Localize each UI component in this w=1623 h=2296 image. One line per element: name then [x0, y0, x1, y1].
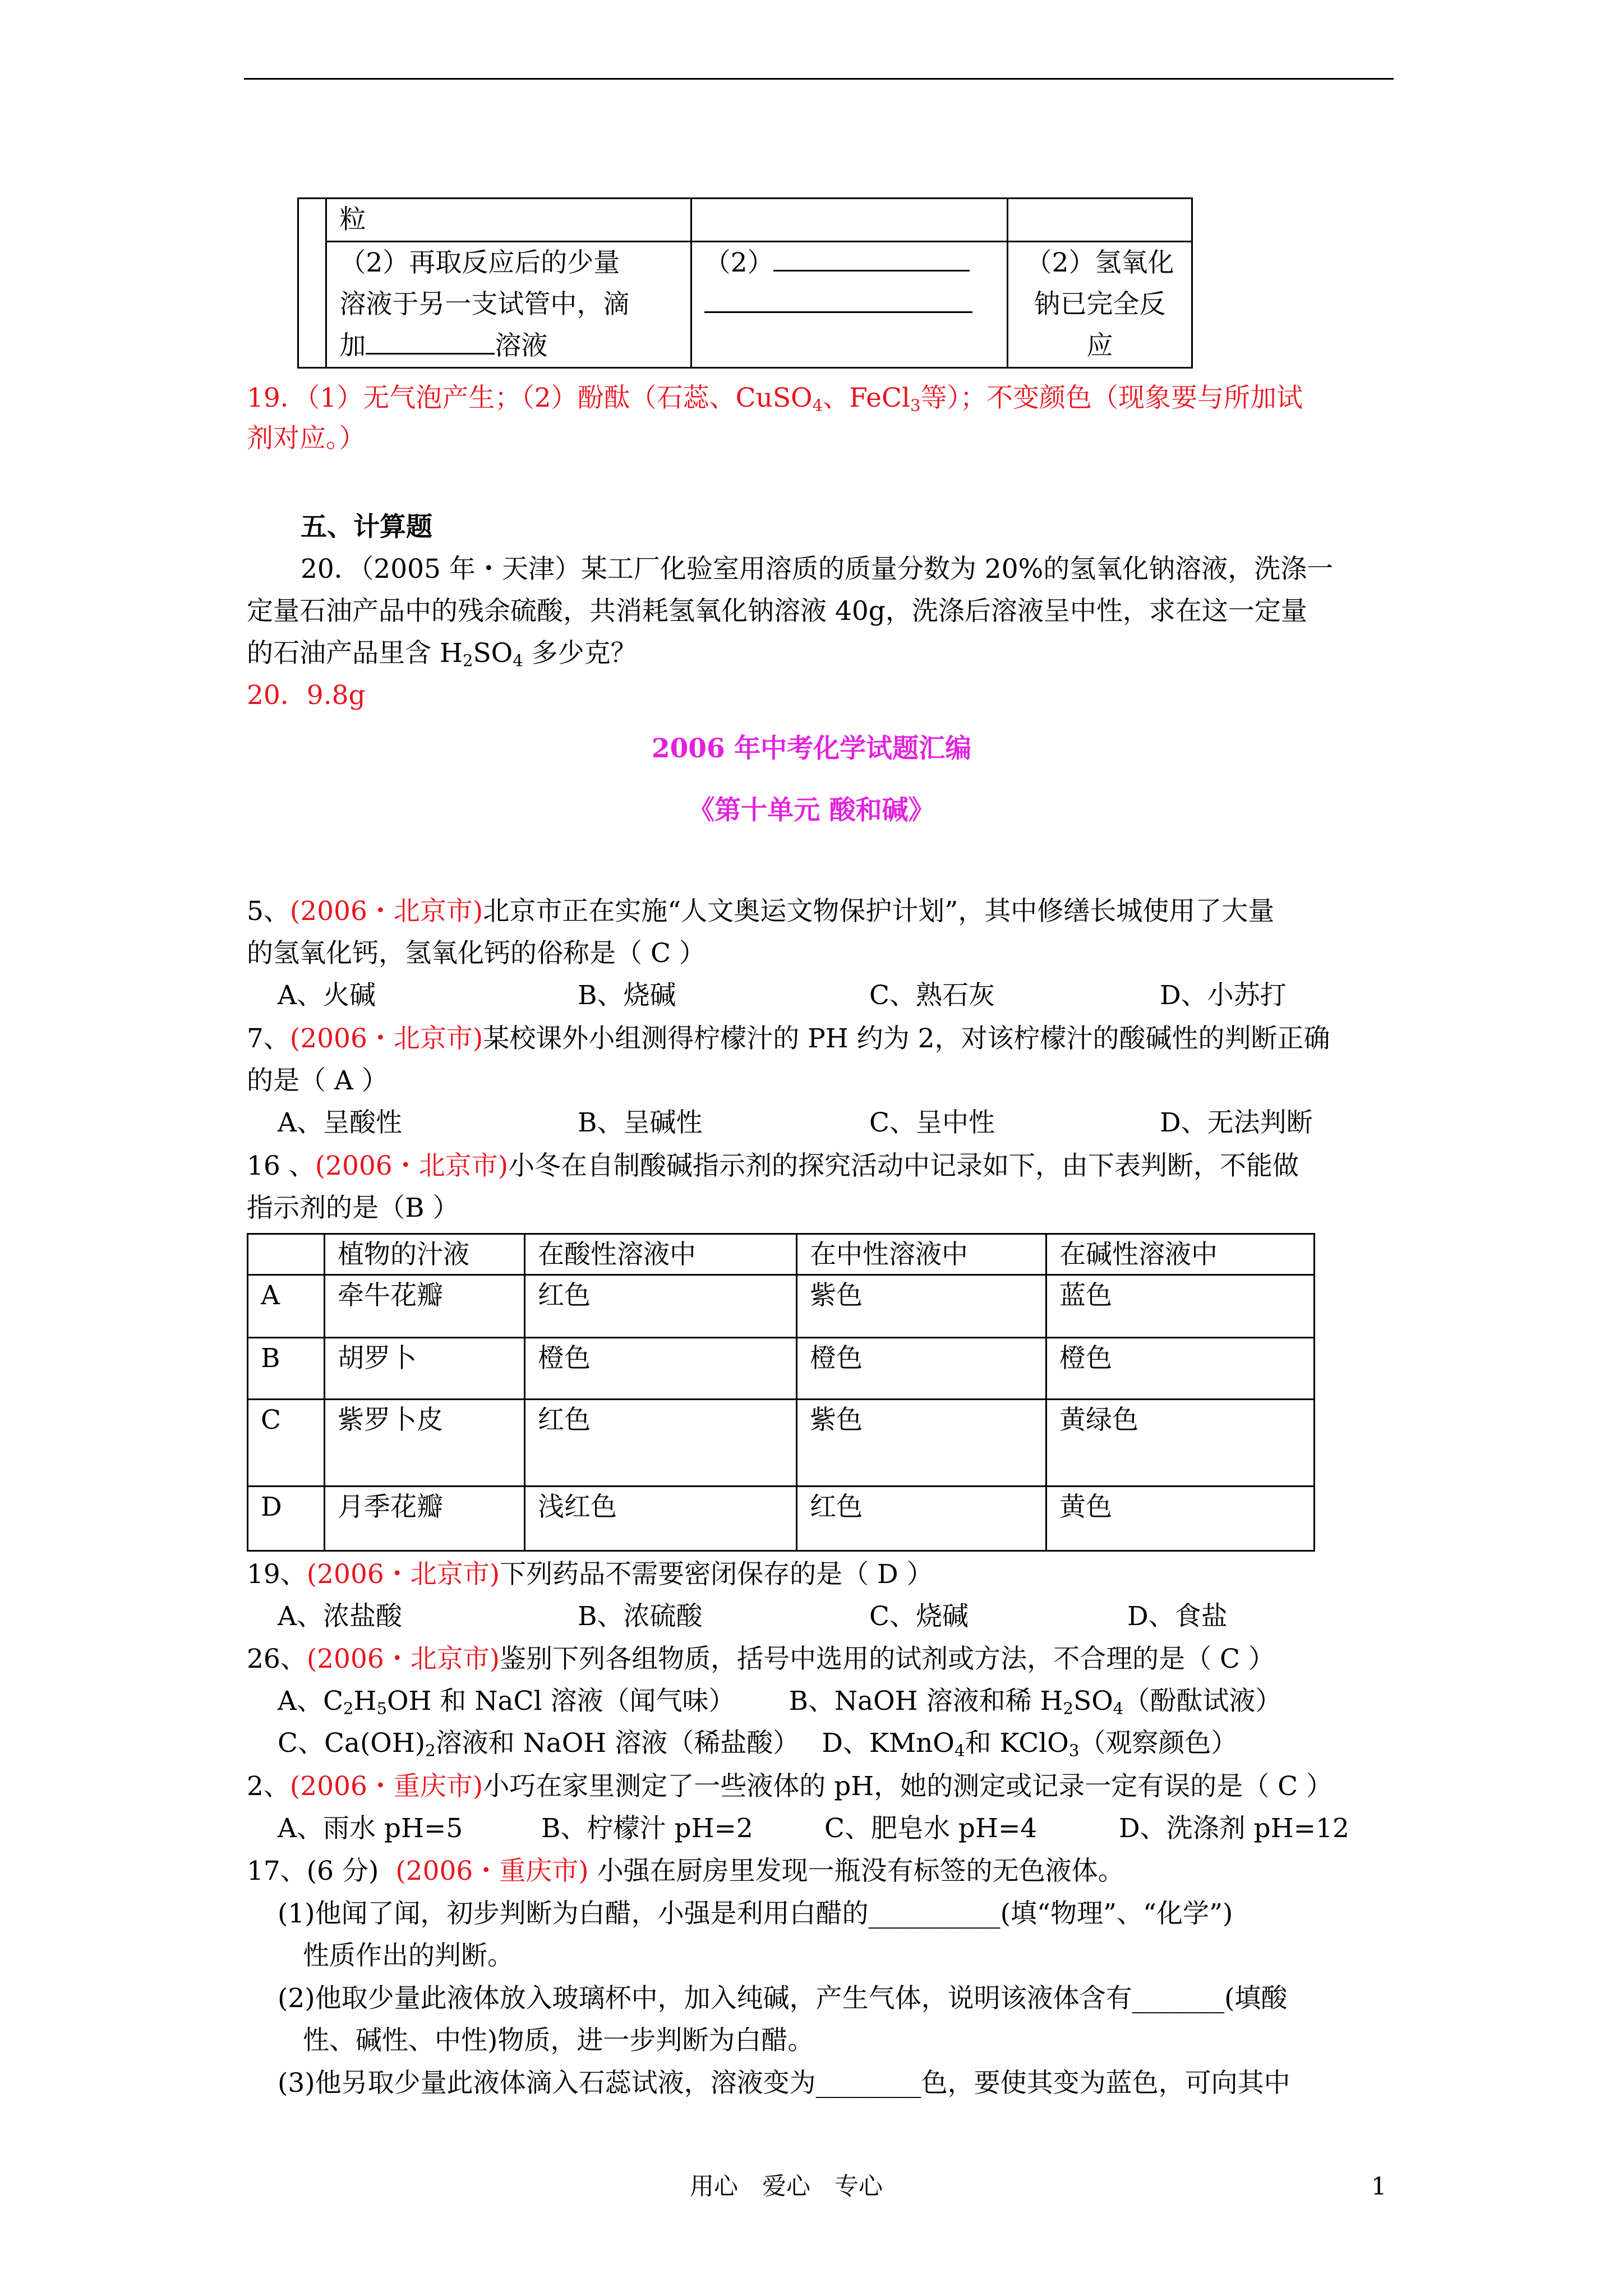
q17-s3-line1: (3)他另取少量此液体滴入石蕊试液，溶液变为________色，要使其变为蓝色，可向其中 — [278, 2068, 1290, 2099]
source-tag: (2006・重庆市) — [289, 1771, 483, 1802]
q2-line1: 2、(2006・重庆市)小巧在家里测定了一些液体的 pH，她的测定或记录一定有误的是（ C ） — [247, 1771, 1333, 1802]
table-cell — [298, 199, 326, 368]
table-header-cell: 在中性溶液中 — [797, 1234, 1046, 1275]
q5-line1: 5、(2006・北京市)北京市正在实施“人文奥运文物保护计划”，其中修缮长城使用了大量 — [247, 896, 1275, 927]
q19-option-c: C、烧碱 — [869, 1601, 969, 1632]
q5-option-a: A、火碱 — [278, 980, 376, 1011]
q17-line1: 17、(6 分) (2006・重庆市) 小强在厨房里发现一瓶没有标签的无色液体。 — [247, 1856, 1124, 1887]
q17-s2-line2: 性、碱性、中性)物质，进一步判断为白醋。 — [303, 2025, 814, 2056]
q17-s2-line1: (2)他取少量此液体放入玻璃杯中，加入纯碱，产生气体，说明该液体含有_______(填酸 — [278, 1983, 1288, 2014]
q26-options-ab: A、$C_2H_5OH$ 和 NaCl 溶液（闻气味） B、NaOH 溶液和稀 $H_2SO_4$（酚酞试液） — [278, 1686, 1282, 1718]
q5-option-d: D、小苏打 — [1160, 980, 1287, 1011]
q7-option-a: A、呈酸性 — [278, 1107, 402, 1138]
source-tag: (2006・北京市) — [315, 1151, 509, 1181]
q19-option-a: A、浓盐酸 — [278, 1601, 402, 1632]
table-header-cell: 植物的汁液 — [325, 1234, 525, 1275]
q2-option-a: A、雨水 pH=5 — [278, 1813, 463, 1844]
page-footer: 用心 爱心 专心 — [690, 2173, 883, 2201]
source-tag: (2006・北京市) — [306, 1644, 500, 1674]
q5-option-c: C、熟石灰 — [869, 980, 995, 1011]
q26-line1: 26、(2006・北京市)鉴别下列各组物质，括号中选用的试剂或方法，不合理的是（ C ） — [247, 1644, 1275, 1674]
q17-s1-line2: 性质作出的判断。 — [303, 1940, 514, 1971]
header-rule — [244, 78, 1394, 80]
table-header-cell: 在碱性溶液中 — [1046, 1234, 1315, 1275]
q7-option-d: D、无法判断 — [1160, 1107, 1313, 1138]
q7-option-c: C、呈中性 — [869, 1107, 995, 1138]
q20-line2: 定量石油产品中的残余硫酸，共消耗氢氧化钠溶液 40g，洗涤后溶液呈中性，求在这一定量 — [247, 596, 1307, 627]
q19-option-d: D、食盐 — [1127, 1601, 1228, 1632]
table-row: A 牵牛花瓣 红色 紫色 蓝色 — [248, 1275, 1315, 1338]
answer-19-line1: 19．（1）无气泡产生；（2）酚酞（石蕊、CuSO$_4$、FeCl$_3$等）；不变颜色（现象要与所加试 — [247, 383, 1303, 415]
table-cell — [1008, 199, 1192, 242]
q7-line1: 7、(2006・北京市)某校课外小组测得柠檬汁的 PH 约为 2，对该柠檬汁的酸碱性的判断正确 — [247, 1023, 1330, 1054]
section-title: 五、计算题 — [301, 512, 432, 542]
table-row: C 紫罗卜皮 红色 紫色 黄绿色 — [248, 1400, 1315, 1487]
table-cell: （2）氢氧化 钠已完全反 应 — [1008, 242, 1192, 368]
source-tag: (2006・重庆市) — [395, 1856, 589, 1887]
q16-line2: 指示剂的是（B ） — [247, 1193, 459, 1223]
q2-option-c: C、肥皂水 pH=4 — [824, 1813, 1038, 1844]
q19-line1: 19、(2006・北京市)下列药品不需要密闭保存的是（ D ） — [247, 1559, 933, 1590]
q19-option-b: B、浓硫酸 — [578, 1601, 703, 1632]
answer-blank — [704, 286, 972, 313]
source-tag: (2006・北京市) — [289, 896, 483, 927]
compilation-heading: 2006 年中考化学试题汇编 — [651, 733, 972, 764]
page-number: 1 — [1371, 2173, 1387, 2201]
q7-option-b: B、呈碱性 — [578, 1107, 703, 1138]
q26-options-cd: C、$Ca(OH)_2$溶液和 NaOH 溶液（稀盐酸） D、KMnO$_4$和 KClO$_3$（观察颜色） — [278, 1728, 1238, 1760]
table-header-cell — [248, 1234, 325, 1275]
table-header-cell: 在酸性溶液中 — [525, 1234, 797, 1275]
source-tag: (2006・北京市) — [289, 1023, 483, 1054]
table-cell: （2）再取反应后的少量 溶液于另一支试管中，滴 加 溶液 — [326, 242, 691, 368]
q2-option-b: B、柠檬汁 pH=2 — [541, 1813, 753, 1844]
table-row: B 胡罗卜 橙色 橙色 橙色 — [248, 1338, 1315, 1400]
answer-19-line2: 剂对应。） — [247, 423, 366, 454]
answer-blank — [366, 327, 495, 355]
answer-blank — [773, 244, 970, 272]
q20-line1: 20．（2005 年・天津）某工厂化验室用溶质的质量分数为 20%的氢氧化钠溶液，洗涤一 — [301, 554, 1334, 585]
q2-option-d: D、洗涤剂 pH=12 — [1119, 1813, 1349, 1844]
q17-s1-line1: (1)他闻了闻，初步判断为白醋，小强是利用白醋的__________(填“物理”、“化学”) — [278, 1898, 1233, 1929]
q20-answer: 20．9.8g — [247, 680, 366, 711]
table-cell: （2） — [691, 242, 1008, 368]
unit-heading: 《第十单元 酸和碱》 — [688, 795, 935, 826]
q20-line3: 的石油产品里含 $H_2SO_4$ 多少克？ — [247, 638, 637, 670]
q5-line2: 的氢氧化钙，氢氧化钙的俗称是（ C ） — [247, 938, 706, 969]
q7-line2: 的是（ A ） — [247, 1065, 388, 1096]
table-cell — [691, 199, 1008, 242]
table-row: D 月季花瓣 浅红色 红色 黄色 — [248, 1487, 1315, 1551]
source-tag: (2006・北京市) — [306, 1559, 500, 1590]
indicator-table — [247, 1233, 1315, 1552]
q16-line1: 16 、(2006・北京市)小冬在自制酸碱指示剂的探究活动中记录如下，由下表判断，不能做 — [247, 1151, 1299, 1181]
table-cell: 粒 — [326, 199, 691, 242]
experiment-table — [297, 197, 1193, 369]
q5-option-b: B、烧碱 — [578, 980, 676, 1011]
